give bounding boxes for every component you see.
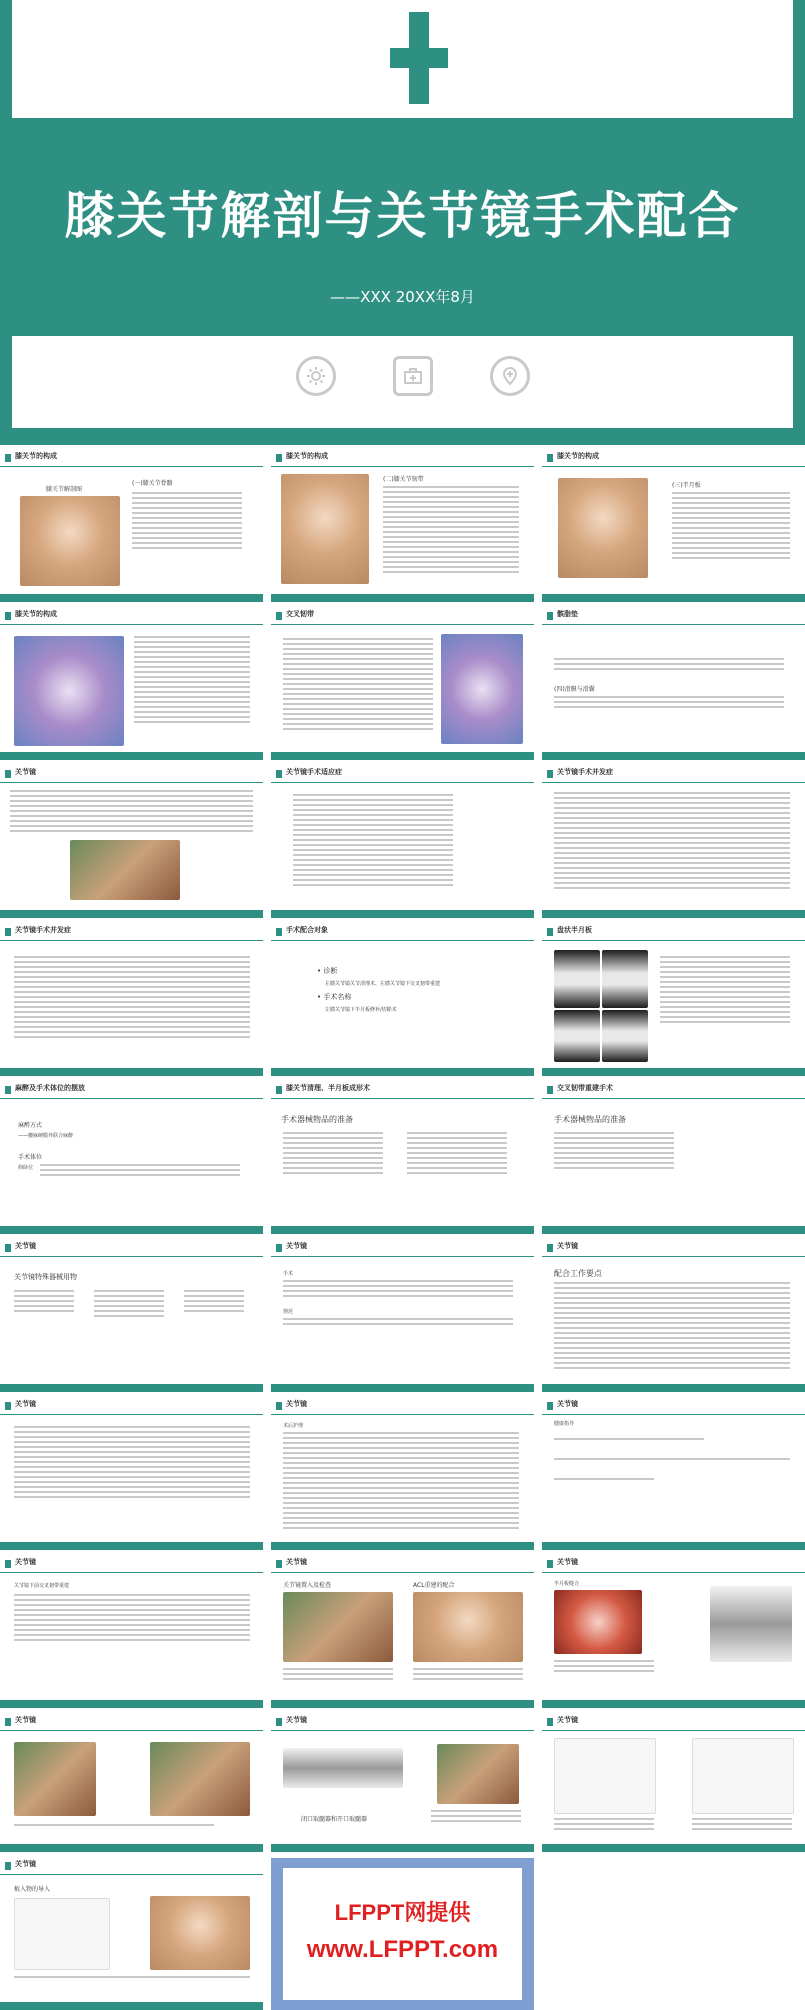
- body-text-lines: [283, 1432, 519, 1532]
- instrument-list-lines: [283, 1132, 383, 1177]
- slide-9: [542, 766, 805, 918]
- logo-text-line-2: www.LFPPT.com: [306, 1936, 499, 1963]
- scope-insertion-photo: [283, 1592, 393, 1662]
- xray-image-1: [554, 950, 600, 1008]
- body-text-lines: [134, 636, 250, 726]
- slide-title: 膝关节清理、半月板成形术: [286, 1084, 370, 1092]
- diagnosis-label: 诊断: [323, 967, 338, 975]
- position-value: 仰卧位: [18, 1165, 34, 1171]
- body-text-lines: [283, 1280, 513, 1300]
- cover-top-panel: [12, 0, 793, 118]
- caption-lines: [554, 1660, 654, 1675]
- instrument-col-3: [184, 1290, 244, 1315]
- instrument-list-lines-2: [407, 1132, 507, 1177]
- slide-title: 手术配合对象: [286, 926, 328, 934]
- caption-lines-1: [554, 1818, 654, 1833]
- slide-title: 麻醉及手术体位的摆放: [15, 1084, 85, 1092]
- slide-11: [271, 924, 534, 1076]
- slide-subheading: (二)膝关节韧带: [383, 476, 424, 483]
- slide-26: [271, 1714, 534, 1852]
- slide-4: [0, 608, 263, 760]
- caption-lines: [14, 1824, 214, 1829]
- health-guidance-heading: 健康指导: [554, 1421, 575, 1427]
- meniscus-image: [558, 478, 648, 578]
- slide-title: 膝关节的构成: [15, 610, 57, 618]
- body-text-lines: [554, 658, 784, 673]
- slide-title: 关节镜: [557, 1242, 578, 1250]
- body-text-lines: [132, 492, 242, 552]
- scope-insertion-caption: 关节镜置入及检查: [283, 1582, 332, 1589]
- body-text-lines: [283, 638, 433, 733]
- implant-model-photo: [150, 1896, 250, 1970]
- position-label: 手术体位: [18, 1154, 43, 1161]
- slide-title: 膝关节的构成: [15, 452, 57, 460]
- medical-cross-icon: [390, 12, 448, 104]
- slide-title: 关节镜: [286, 1716, 307, 1724]
- slide-title: 关节镜: [15, 1242, 36, 1250]
- slide-title: 关节镜: [557, 1716, 578, 1724]
- location-pin-icon: [490, 356, 530, 396]
- slide-caption: 膝关节解剖图: [46, 486, 83, 493]
- cover-subtitle: ——XXX 20XX年8月: [330, 288, 475, 306]
- slide-14: [271, 1082, 534, 1234]
- knee-ligament-image: [281, 474, 369, 584]
- slide-title: 关节镜: [286, 1242, 307, 1250]
- body-text-lines: [14, 1426, 250, 1501]
- acl-cooperation-caption: ACL重建的配合: [413, 1582, 455, 1589]
- slide-25: [0, 1714, 263, 1852]
- slide-23: [271, 1556, 534, 1708]
- slide-13: [0, 1082, 263, 1234]
- slide-10: [0, 924, 263, 1076]
- caption-lines-2: [413, 1668, 523, 1683]
- slide-title: 关节镜手术适应症: [286, 768, 342, 776]
- body-text-lines: [660, 956, 790, 1026]
- surgery-name-heading: • 手术名称: [317, 993, 352, 1001]
- slide-28: [0, 1858, 263, 2010]
- slide-20: [271, 1398, 534, 1550]
- logo-slide: [271, 1858, 534, 2010]
- anesthesia-label: 麻醉方式: [18, 1122, 43, 1129]
- gear-icon: [296, 356, 336, 396]
- slide-6: [542, 608, 805, 760]
- special-instruments-heading: 关节镜特殊器械用物: [14, 1273, 77, 1281]
- slide-24: [542, 1556, 805, 1708]
- slide-2: [271, 450, 534, 602]
- slide-title: 关节镜: [557, 1558, 578, 1566]
- tunnel-sketch-2: [692, 1738, 794, 1814]
- instrument-col-2: [94, 1290, 164, 1320]
- slide-title: 关节镜手术并发症: [15, 926, 71, 934]
- meniscus-suture-heading: 半月板缝合: [554, 1581, 580, 1587]
- slide-title: 关节镜: [15, 1400, 36, 1408]
- bone-harvester-photo: [283, 1748, 403, 1788]
- acl-reconstruction-photo: [413, 1592, 523, 1662]
- slide-5: [271, 608, 534, 760]
- suture-instrument-photo: [710, 1586, 792, 1662]
- slide-title: 关节镜: [286, 1400, 307, 1408]
- body-text-lines: [10, 790, 253, 835]
- body-text-lines: [554, 1438, 704, 1443]
- body-text-lines-2: [554, 696, 784, 711]
- slide-7: [0, 766, 263, 918]
- slide-22: [0, 1556, 263, 1708]
- body-text-lines: [14, 1594, 250, 1644]
- graft-photo: [437, 1744, 519, 1804]
- surgery-name-label: 手术名称: [323, 993, 352, 1001]
- slide-3: [542, 450, 805, 602]
- body-text-lines-2: [283, 1318, 513, 1328]
- body-text-lines: [293, 794, 453, 889]
- body-text-lines: [554, 1282, 790, 1372]
- slide-title: 关节镜: [15, 768, 36, 776]
- slide-title: 膝关节的构成: [286, 452, 328, 460]
- key-points-heading: 配合工作要点: [554, 1269, 602, 1278]
- slide-title: 关节镜: [15, 1558, 36, 1566]
- logo-text-line-1: LFPPT网提供: [334, 1900, 471, 1925]
- instrument-list-lines: [554, 1132, 674, 1172]
- logo-panel: [283, 1868, 522, 2000]
- instrument-prep-heading: 手术器械物品的准备: [281, 1115, 353, 1124]
- slide-16: [0, 1240, 263, 1392]
- cover-title: 膝关节解剖与关节镜手术配合: [64, 187, 741, 245]
- arthroscopy-surgery-photo: [70, 840, 180, 900]
- slide-title: 交叉韧带: [286, 610, 314, 618]
- first-aid-kit-icon: [393, 356, 433, 396]
- meniscus-suture-photo: [554, 1590, 642, 1654]
- body-text-lines: [383, 486, 519, 576]
- anesthesia-value: ——腰麻硬膜外联合麻醉: [18, 1133, 74, 1139]
- implant-insertion-heading: 植入物的导入: [14, 1886, 51, 1893]
- diagnosis-text: 左膝关节镜关节清理术、左膝关节镜下交叉韧带重建: [325, 981, 441, 987]
- slide-17: [271, 1240, 534, 1392]
- acl-reconstruction-heading: 关节镜下前交叉韧带重建: [14, 1583, 70, 1589]
- xray-image-3: [554, 1010, 600, 1062]
- body-text-lines-2: [554, 1458, 790, 1463]
- surgery-photo-2: [150, 1742, 250, 1816]
- cruciate-ligament-image: [441, 634, 523, 744]
- body-text-lines: [554, 792, 790, 892]
- surgery-name-text: 左膝关节镜下半月板修补/切除术: [325, 1007, 397, 1013]
- procedure-label: 手术: [283, 1271, 294, 1277]
- standard-label: 规范: [283, 1309, 294, 1315]
- slide-subheading: (一)膝关节骨骼: [132, 480, 173, 487]
- slide-title: 髌脂垫: [557, 610, 578, 618]
- postop-care-heading: 术后护理: [283, 1423, 304, 1429]
- slide-27: [542, 1714, 805, 1852]
- diagnosis-heading: • 诊断: [317, 967, 338, 975]
- caption-lines: [431, 1810, 521, 1825]
- implant-sketch: [14, 1898, 110, 1970]
- slide-subheading: (四)滑膜与滑囊: [554, 686, 595, 693]
- meniscus-cross-section-image: [14, 636, 124, 746]
- slide-title: 关节镜: [15, 1860, 36, 1868]
- cover-slide: [0, 0, 805, 445]
- tunnel-sketch-1: [554, 1738, 656, 1814]
- caption-lines-1: [283, 1668, 393, 1683]
- xray-image-4: [602, 1010, 648, 1062]
- slide-title: 关节镜手术并发症: [557, 768, 613, 776]
- slide-8: [271, 766, 534, 918]
- caption-lines: [14, 1976, 250, 1981]
- instrument-col-1: [14, 1290, 74, 1315]
- instrument-prep-heading: 手术器械物品的准备: [554, 1115, 626, 1124]
- slide-12: [542, 924, 805, 1076]
- slide-title: 膝关节的构成: [557, 452, 599, 460]
- slide-subheading: (三)半月板: [672, 482, 701, 489]
- slide-15: [542, 1082, 805, 1234]
- slide-18: [542, 1240, 805, 1392]
- slide-1: [0, 450, 263, 602]
- body-text-lines: [40, 1164, 240, 1179]
- slide-title: 关节镜: [286, 1558, 307, 1566]
- body-text-lines-3: [554, 1478, 654, 1483]
- knee-diagram-image: [20, 496, 120, 586]
- surgery-photo-1: [14, 1742, 96, 1816]
- slide-title: 关节镜: [15, 1716, 36, 1724]
- slide-21: [542, 1398, 805, 1550]
- cover-bottom-panel: [12, 336, 793, 428]
- slide-title: 关节镜: [557, 1400, 578, 1408]
- slide-19: [0, 1398, 263, 1550]
- harvester-caption: 闭口取髓器和开口取髓器: [301, 1816, 368, 1823]
- slide-title: 盘状半月板: [557, 926, 592, 934]
- xray-image-2: [602, 950, 648, 1008]
- slide-title: 交叉韧带重建手术: [557, 1084, 613, 1092]
- body-text-lines: [672, 492, 790, 562]
- body-text-lines: [14, 956, 250, 1041]
- caption-lines-2: [692, 1818, 792, 1833]
